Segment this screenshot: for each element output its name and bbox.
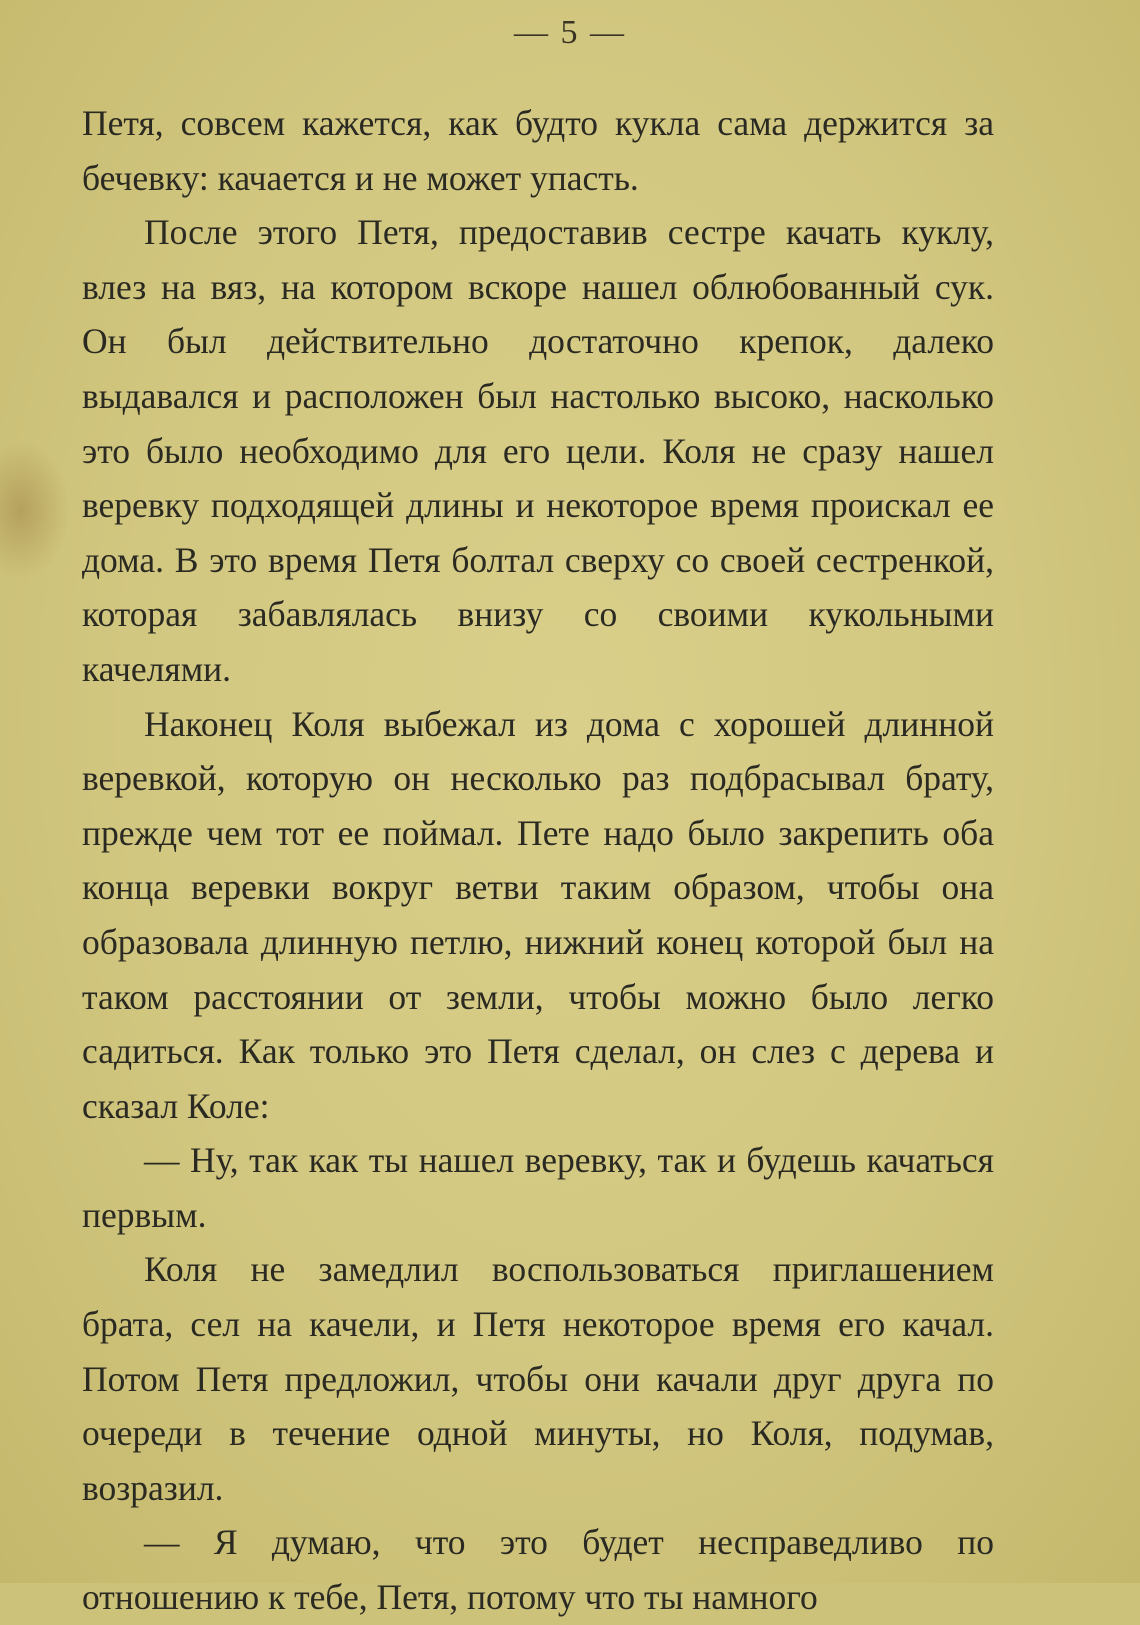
paragraph-2: После этого Петя, предоставив сестре качать куклу, влез на вяз, на котором вскоре нашел облюбованный сук. Он был действительно достаточно крепок, далеко выдавался и расположен был настолько высоко, насколько это было необходимо для его цели. Коля не сразу нашел веревку подходящей длины и некоторое время проискал ее дома. В это время Петя болтал сверху со своей сестренкой, которая забавлялась внизу со своими кукольными качелями. xyxy=(82,212,994,689)
page-text xyxy=(82,96,994,1625)
page-stain xyxy=(0,440,70,580)
paragraph-6: — Я думаю, что это будет несправедливо по отношению к тебе, Петя, потому что ты намного xyxy=(82,1522,994,1618)
paragraph-4: — Ну, так как ты нашел веревку, так и будешь качаться первым. xyxy=(82,1140,994,1235)
paragraph-1: Петя, совсем кажется, как будто кукла сама держится за бечевку: качается и не может упасть. xyxy=(82,103,994,198)
paragraph-5: Коля не замедлил воспользоваться приглашением брата, сел на качели, и Петя некоторое время его качал. Потом Петя предложил, чтобы они качали друг друга по очереди в течение одной минуты, но Коля, подумав, возразил. xyxy=(82,1249,994,1508)
page-number: — 5 — xyxy=(514,14,626,51)
paragraph-3: Наконец Коля выбежал из дома с хорошей длинной веревкой, которую он несколько раз подбрасывал брату, прежде чем тот ее поймал. Пете надо было закрепить оба конца веревки вокруг ветви таким образом, чтобы она образовала длинную петлю, нижний конец которой был на таком расстоянии от земли, чтобы можно было легко садиться. Как только это Петя сделал, он слез с дерева и сказал Коле: xyxy=(82,703,994,1126)
